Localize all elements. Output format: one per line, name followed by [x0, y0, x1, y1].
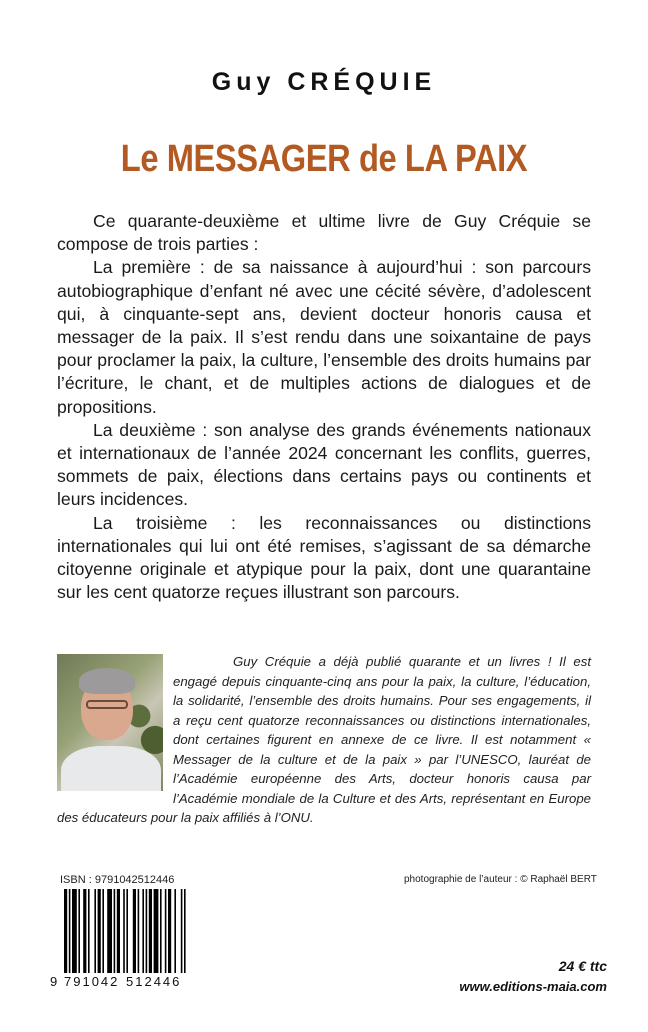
- barcode-bar: [102, 889, 104, 973]
- barcode-bar: [78, 889, 80, 973]
- barcode-bar: [142, 889, 144, 973]
- summary-text: [57, 210, 591, 604]
- summary-paragraph: La première : de sa naissance à aujourd’hui : son parcours autobiographique d’enfant né avec une cécité sévère, d’adolescent qui, à cinquante-sept ans, devient docteur honoris causa et messager de la paix. Il s’est rendu dans une soixantaine de pays pour proclamer la paix, la culture, l’ensemble des droits humains par l’écriture, le chant, et de multiples actions de dialogues et de propositions.: [57, 257, 591, 417]
- barcode-bar: [94, 889, 96, 973]
- barcode-bar: [64, 889, 67, 973]
- barcode-digits: [50, 974, 200, 989]
- barcode-bar: [114, 889, 116, 973]
- author-name: Guy CRÉQUIE: [211, 68, 437, 96]
- barcode: [60, 889, 192, 987]
- author-bio: [57, 652, 591, 828]
- barcode-bar: [72, 889, 77, 973]
- barcode-bar: [98, 889, 101, 973]
- author-photo: [57, 654, 163, 791]
- barcode-bar: [165, 889, 167, 973]
- author-bio-text: Guy Créquie a déjà publié quarante et un livres ! Il est engagé depuis cinquante-cinq ans pour la paix, la culture, l’éducation, la solidarité, l’ensemble des droits humains. Pour ses engagements, il a reçu cent quatorze reconnaissances ou distinctions internationales, dont certaines figurent en annexe de ce livre. Il est notamment « Messager de la culture et de la paix » par l’UNESCO, lauréat de l’Académie européenne des Arts, docteur honoris causa par l’Académie mondiale de la Culture et des Arts, représentant en Europe des éducateurs pour la paix affiliés à l’ONU.: [57, 654, 591, 825]
- barcode-digit-group-2: 512446: [126, 974, 182, 989]
- barcode-bar: [117, 889, 120, 973]
- barcode-bar: [149, 889, 152, 973]
- isbn-label: ISBN : 9791042512446: [60, 874, 175, 886]
- barcode-bar: [69, 889, 71, 973]
- barcode-bar: [154, 889, 159, 973]
- barcode-bar: [181, 889, 183, 973]
- barcode-bar: [133, 889, 136, 973]
- barcode-bar: [107, 889, 112, 973]
- barcode-bar: [174, 889, 176, 973]
- barcode-bar: [126, 889, 128, 973]
- summary-paragraph: Ce quarante-deuxième et ultime livre de Guy Créquie se compose de trois parties :: [57, 211, 591, 255]
- summary-paragraph: La deuxième : son analyse des grands événements nationaux et internationaux de l’année 2024 concernant les conflits, guerres, sommets de paix, élections dans certains pays ou continents et leurs incidences.: [57, 419, 591, 510]
- barcode-bars: [60, 889, 192, 973]
- price: 24 € ttc: [558, 958, 607, 974]
- barcode-digit-group-1: 791042: [64, 974, 120, 989]
- barcode-bar: [160, 889, 162, 973]
- publisher-website: www.editions-maia.com: [459, 979, 607, 994]
- barcode-bar: [88, 889, 90, 973]
- barcode-bar: [168, 889, 171, 973]
- barcode-bar: [184, 889, 186, 973]
- barcode-digit-lead: 9: [50, 974, 58, 989]
- book-title: Le MESSAGER de LA PAIX: [120, 138, 528, 180]
- summary-paragraph: La troisième : les reconnaissances ou distinctions internationales qui lui ont été remises, s’agissant de sa démarche citoyenne originale et atypique pour la paix, dont une quarantaine sur les cent quatorze reçues illustrant son parcours.: [57, 512, 591, 603]
- photo-credit: photographie de l’auteur : © Raphaël BERT: [404, 874, 597, 885]
- barcode-bar: [123, 889, 125, 973]
- barcode-bar: [138, 889, 140, 973]
- barcode-bar: [83, 889, 86, 973]
- barcode-bar: [146, 889, 148, 973]
